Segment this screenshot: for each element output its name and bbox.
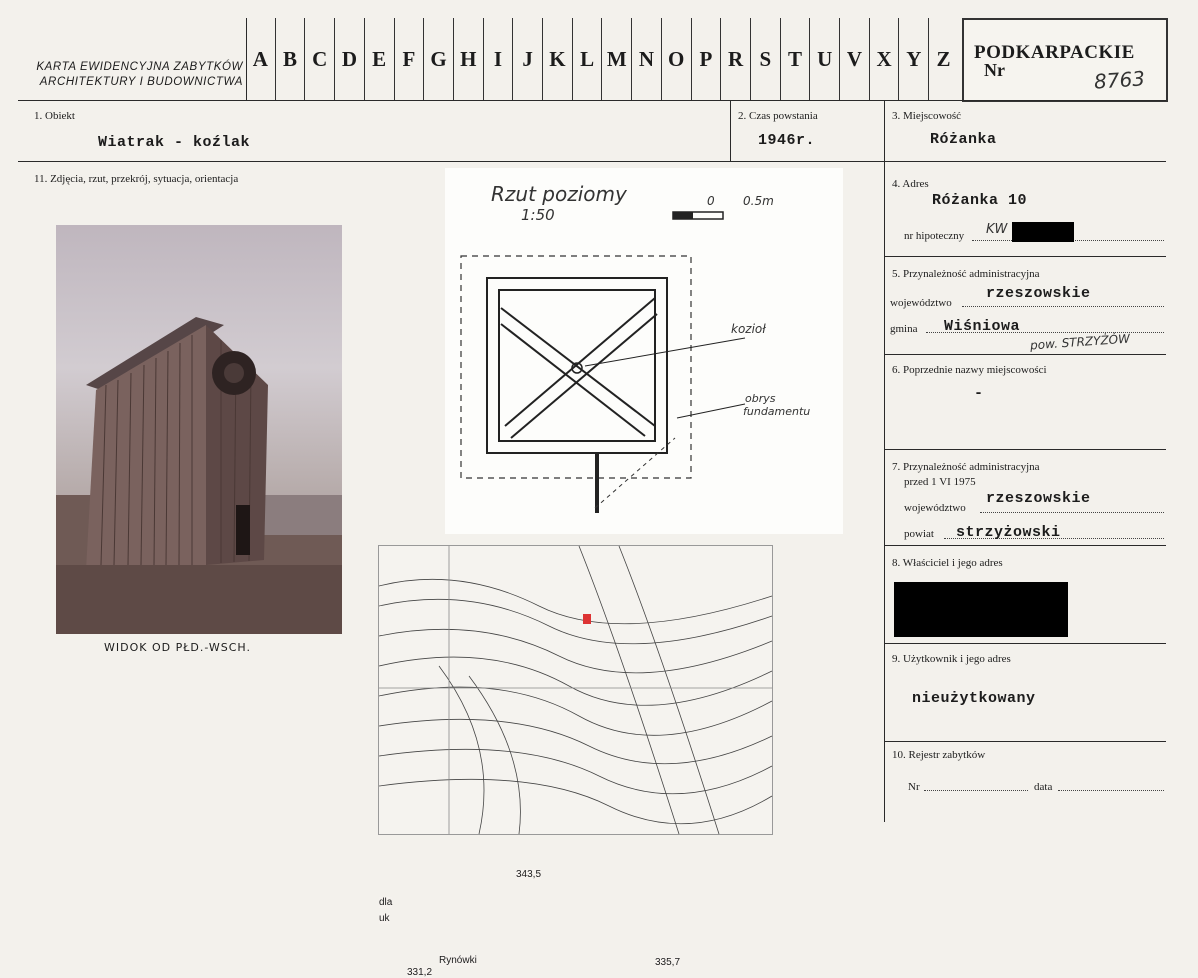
poprzednie-value: - bbox=[974, 385, 984, 402]
map-label: 331,2 bbox=[407, 967, 433, 978]
letter-e: E bbox=[365, 18, 395, 100]
przed-woj-value: rzeszowskie bbox=[986, 490, 1091, 507]
map-label: Rynówki bbox=[439, 955, 477, 966]
przed-label-line2: przed 1 VI 1975 bbox=[904, 476, 976, 488]
miejscowosc-label: 3. Miejscowość bbox=[892, 110, 962, 122]
label-obrys-1: obrys bbox=[745, 392, 776, 405]
card-title bbox=[28, 60, 243, 90]
gmina-label: gmina bbox=[890, 323, 918, 335]
gmina-value: Wiśniowa bbox=[944, 318, 1021, 335]
letter-i: I bbox=[484, 18, 514, 100]
map-label: 335,7 bbox=[655, 957, 681, 968]
row-divider-1 bbox=[18, 100, 1166, 101]
adres-label: 4. Adres bbox=[892, 178, 929, 190]
scale-zero: 0 bbox=[707, 194, 715, 208]
letter-n: N bbox=[632, 18, 662, 100]
nr-value: 8763 bbox=[1093, 66, 1146, 94]
letter-o: O bbox=[662, 18, 692, 100]
label-obrys-2: fundamentu bbox=[743, 405, 811, 418]
sketch-title: Rzut poziomy bbox=[491, 182, 627, 206]
voivodeship-stamp: PODKARPACKIE bbox=[974, 42, 1135, 63]
windmill-photo bbox=[56, 225, 342, 634]
letter-index bbox=[246, 18, 958, 100]
voivodeship-stamp-box bbox=[962, 18, 1168, 102]
hipoteczny-value: KW bbox=[986, 222, 1008, 237]
letter-x: X bbox=[870, 18, 900, 100]
windmill-photo-drawing bbox=[56, 225, 342, 634]
rejestr-nr-line bbox=[924, 790, 1028, 791]
adres-value: Różanka 10 bbox=[932, 192, 1028, 209]
obiekt-label: 1. Obiekt bbox=[34, 110, 75, 122]
letter-j: J bbox=[513, 18, 543, 100]
przed-label-line1: 7. Przynależność administracyjna bbox=[892, 461, 1040, 473]
redacted-block bbox=[1012, 222, 1074, 242]
map-label: 343,5 bbox=[516, 869, 542, 880]
right-divider-6 bbox=[884, 741, 1166, 742]
right-divider-5 bbox=[884, 643, 1166, 644]
gmina-note: pow. STRZYŻÓW bbox=[1029, 331, 1131, 353]
powiat-label: powiat bbox=[904, 528, 934, 540]
letter-h: H bbox=[454, 18, 484, 100]
map-label: uk bbox=[379, 913, 390, 924]
rejestr-data-line bbox=[1058, 790, 1164, 791]
letter-r: R bbox=[721, 18, 751, 100]
row-divider-2 bbox=[18, 161, 1166, 162]
contour-lines bbox=[379, 546, 772, 834]
map-label: dla bbox=[379, 897, 393, 908]
poprzednie-label: 6. Poprzednie nazwy miejscowości bbox=[892, 364, 1047, 376]
letter-g: G bbox=[424, 18, 454, 100]
powiat-value: strzyżowski bbox=[956, 524, 1061, 541]
rejestr-nr-label: Nr bbox=[908, 781, 920, 793]
label-koziol: kozioł bbox=[731, 322, 766, 336]
photo-caption: WIDOK OD PŁD.-WSCH. bbox=[104, 641, 252, 654]
col-divider-1 bbox=[730, 100, 731, 161]
letter-u: U bbox=[810, 18, 840, 100]
floor-plan-drawing bbox=[445, 168, 843, 534]
letter-d: D bbox=[335, 18, 365, 100]
wojewodztwo-line bbox=[962, 306, 1164, 307]
right-divider-2 bbox=[884, 354, 1166, 355]
obiekt-value: Wiatrak - koźlak bbox=[98, 134, 251, 151]
letter-f: F bbox=[395, 18, 425, 100]
przed-woj-line bbox=[980, 512, 1164, 513]
letter-p: P bbox=[692, 18, 722, 100]
letter-v: V bbox=[840, 18, 870, 100]
letter-a: A bbox=[246, 18, 276, 100]
uzytkownik-label: 9. Użytkownik i jego adres bbox=[892, 653, 1011, 665]
sketch-scale: 1:50 bbox=[521, 206, 555, 224]
wlasciciel-label: 8. Właściciel i jego adres bbox=[892, 557, 1003, 569]
wojewodztwo-value: rzeszowskie bbox=[986, 285, 1091, 302]
letter-l: L bbox=[573, 18, 603, 100]
uzytkownik-value: nieużytkowany bbox=[912, 690, 1036, 707]
czas-label: 2. Czas powstania bbox=[738, 110, 818, 122]
wojewodztwo-label: województwo bbox=[890, 297, 952, 309]
przed-woj-label: województwo bbox=[904, 502, 966, 514]
right-divider-3 bbox=[884, 449, 1166, 450]
letter-m: M bbox=[602, 18, 632, 100]
przynaleznosc-label: 5. Przynależność administracyjna bbox=[892, 268, 1040, 280]
letter-s: S bbox=[751, 18, 781, 100]
redacted-owner bbox=[894, 582, 1068, 637]
topographic-map bbox=[378, 545, 773, 978]
letter-c: C bbox=[305, 18, 335, 100]
card-title-line1: KARTA EWIDENCYJNA ZABYTKÓW bbox=[36, 61, 243, 73]
right-divider-1 bbox=[884, 256, 1166, 257]
zdjecia-label: 11. Zdjęcia, rzut, przekrój, sytuacja, orientacja bbox=[34, 173, 239, 185]
czas-value: 1946r. bbox=[758, 132, 816, 149]
letter-z: Z bbox=[936, 46, 951, 71]
letter-b: B bbox=[276, 18, 306, 100]
rejestr-data-label: data bbox=[1034, 781, 1053, 793]
miejscowosc-value: Różanka bbox=[930, 131, 997, 148]
floor-plan-sketch bbox=[445, 168, 843, 534]
letter-k: K bbox=[543, 18, 573, 100]
card-title-line2: ARCHITEKTURY I BUDOWNICTWA bbox=[39, 76, 243, 88]
letter-y: Y bbox=[899, 18, 929, 100]
col-divider-2 bbox=[884, 100, 885, 822]
rejestr-label: 10. Rejestr zabytków bbox=[892, 749, 986, 761]
right-divider-4 bbox=[884, 545, 1166, 546]
letter-t: T bbox=[781, 18, 811, 100]
hipoteczny-label: nr hipoteczny bbox=[904, 230, 965, 242]
nr-label: Nr bbox=[984, 60, 1005, 80]
scale-end: 0.5m bbox=[743, 194, 774, 208]
